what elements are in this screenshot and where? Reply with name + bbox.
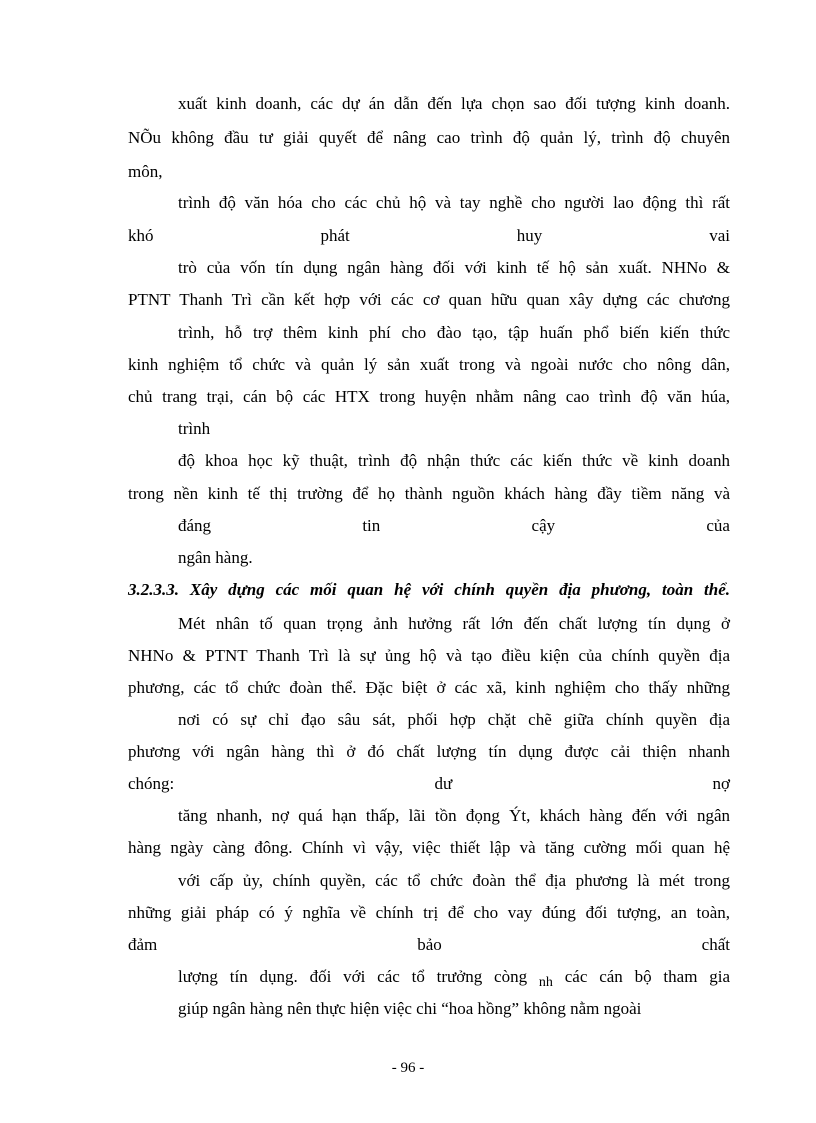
text-line: trong nền kinh tế thị trường để họ thành nguồn khách hàng đầy tiềm năng và [128, 484, 730, 503]
word: đảm [128, 935, 158, 954]
text-line: PTNT Thanh Trì cần kết hợp với các cơ quan hữu quan xây dựng các chương [128, 290, 730, 309]
word: phát [320, 226, 350, 245]
text-line: NÕu không đầu tư giải quyết để nâng cao trình độ quản lý, trình độ chuyên [128, 128, 730, 147]
section-heading: 3.2.3.3. Xây dựng các mối quan hệ với chính quyền địa phương, toàn thể. [128, 580, 730, 599]
text-fragment: nh [538, 975, 553, 990]
word: chất [701, 935, 730, 954]
text-line-spread [128, 774, 730, 794]
page-number: - 96 - [391, 1060, 425, 1076]
text-line: độ khoa học kỹ thuật, trình độ nhận thức các kiến thức về kinh doanh [178, 451, 730, 470]
text-line: hàng ngày càng đông. Chính vì vậy, việc thiết lập và tăng cường mối quan hệ [128, 838, 730, 857]
word: tin [362, 516, 381, 535]
word: nợ [712, 774, 730, 793]
text-line: NHNo & PTNT Thanh Trì là sự ủng hộ và tạo điều kiện của chính quyền địa [128, 646, 730, 665]
text-line: ngân hàng. [178, 548, 253, 567]
text-line: giúp ngân hàng nên thực hiện việc chi “hoa hồng” không nằm ngoài [178, 999, 642, 1018]
word: chóng: [128, 774, 175, 793]
text-line-spread [178, 516, 730, 536]
text-line: phương, các tổ chức đoàn thể. Đặc biệt ở các xã, kinh nghiệm cho thấy những [128, 678, 730, 697]
word: huy [516, 226, 543, 245]
text-line: trình [178, 419, 211, 438]
text-line-spread [128, 935, 730, 955]
word: bảo [417, 935, 442, 954]
text-line: xuất kinh doanh, các dự án dẫn đến lựa chọn sao đối tượng kinh doanh. [178, 94, 730, 113]
word: cậy [531, 516, 556, 535]
text-line-spread [128, 226, 730, 246]
text-line: trò của vốn tín dụng ngân hàng đối với kinh tế hộ sản xuất. NHNo & [178, 258, 730, 277]
word: vai [709, 226, 730, 245]
text-line [178, 967, 730, 989]
text-line: phương với ngân hàng thì ở đó chất lượng tín dụng được cải thiện nhanh [128, 742, 730, 761]
word: dư [434, 774, 453, 793]
text-line: trình độ văn hóa cho các chủ hộ và tay nghề cho người lao động thì rất [178, 193, 730, 212]
text-line: tăng nhanh, nợ quá hạn thấp, lãi tồn đọng Ýt, khách hàng đến với ngân [178, 806, 730, 825]
text-line: kinh nghiệm tổ chức và quản lý sản xuất trong và ngoài nước cho nông dân, [128, 355, 730, 374]
word: khó [128, 226, 154, 245]
text-line: với cấp ủy, chính quyền, các tổ chức đoàn thể địa phương là mét trong [178, 871, 730, 890]
text-fragment: các cán bộ tham gia [564, 967, 731, 986]
word: của [706, 516, 730, 535]
text-line: môn, [128, 162, 163, 181]
text-line: Mét nhân tố quan trọng ảnh hưởng rất lớn đến chất lượng tín dụng ở [178, 614, 730, 633]
word: đáng [178, 516, 212, 535]
text-line: nơi có sự chỉ đạo sâu sát, phối hợp chặt chẽ giữa chính quyền địa [178, 710, 730, 729]
text-fragment: lượng tín dụng. đối với các tổ trưởng còng [178, 967, 528, 986]
text-line: những giải pháp có ý nghĩa về chính trị để cho vay đúng đối tượng, an toàn, [128, 903, 730, 922]
text-line: chủ trang trại, cán bộ các HTX trong huyện nhằm nâng cao trình độ văn húa, [128, 387, 730, 406]
text-line: trình, hỗ trợ thêm kinh phí cho đào tạo, tập huấn phổ biến kiến thức [178, 323, 730, 342]
